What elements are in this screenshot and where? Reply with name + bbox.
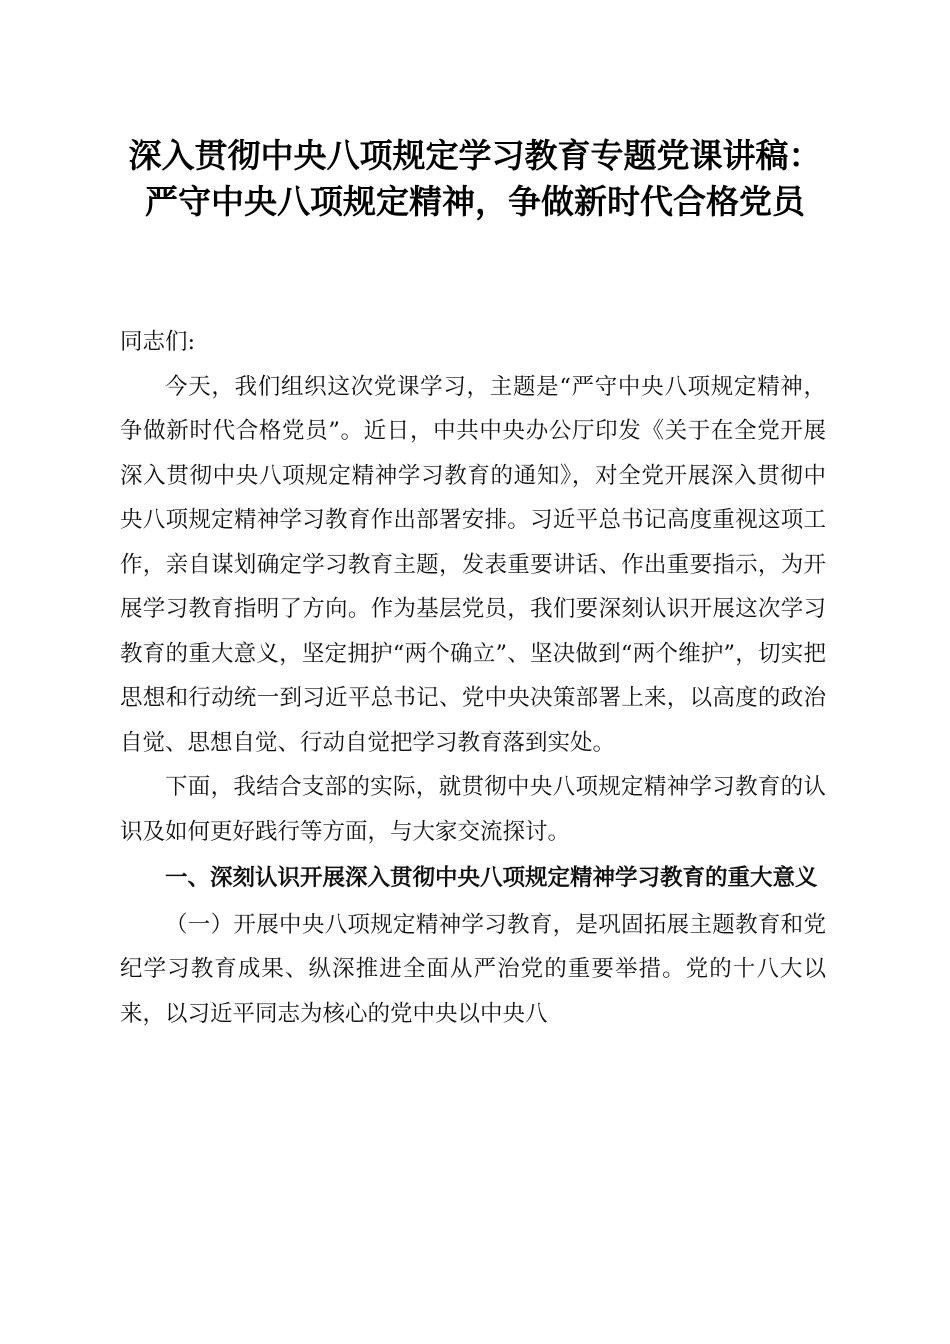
subsection-paragraph: （一）开展中央八项规定精神学习教育，是巩固拓展主题教育和党纪学习教育成果、纵深推进全面从严治党的重要举措。党的十八大以来，以习近平同志为核心的党中央以中央八 <box>120 911 826 1027</box>
section-heading: 一、深刻认识开展深入贯彻中央八项规定精神学习教育的重大意义 <box>165 865 818 891</box>
paragraph-intro: 今天，我们组织这次党课学习，主题是“严守中央八项规定精神，争做新时代合格党员”。近日，中共中央办公厅印发《关于在全党开展深入贯彻中央八项规定精神学习教育的通知》，对全党开展深入贯彻中央八项规定精神学习教育作出部署安排。习近平总书记高度重视这项工作，亲自谋划确定学习教育主题，发表重要讲话、作出重要指示，为开展学习教育指明了方向。作为基层党员，我们要深刻认识开展这次学习教育的重大意义，坚定拥护“两个确立”、坚决做到“两个维护”，切实把思想和行动统一到习近平总书记、党中央决策部署上来，以高度的政治自觉、思想自觉、行动自觉把学习教育落到实处。 <box>120 373 826 756</box>
paragraph-outline: 下面，我结合支部的实际，就贯彻中央八项规定精神学习教育的认识及如何更好践行等方面，与大家交流探讨。 <box>120 774 826 845</box>
document-body <box>120 320 826 1036</box>
document-title: 深入贯彻中央八项规定学习教育专题党课讲稿：严守中央八项规定精神，争做新时代合格党员 <box>128 136 822 221</box>
salutation: 同志们: <box>120 329 196 355</box>
